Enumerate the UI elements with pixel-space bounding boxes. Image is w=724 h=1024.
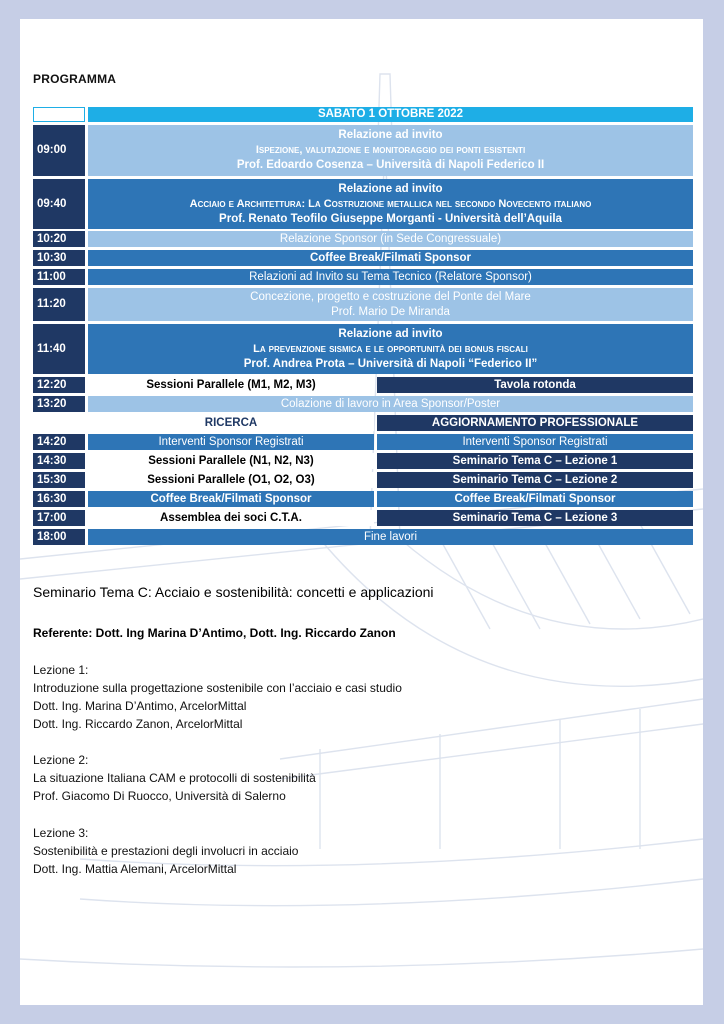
lesson-label: Lezione 2: [33, 753, 89, 767]
session-1800: Fine lavori [88, 529, 693, 545]
time-1630: 16:30 [33, 491, 85, 507]
lesson-2 [33, 751, 316, 805]
day-header-blank [33, 107, 85, 122]
day-header: SABATO 1 OTTOBRE 2022 [88, 107, 693, 122]
seminar-title: Seminario Tema C: Acciaio e sostenibilità: concetti e applicazioni [33, 584, 434, 600]
time-1220: 12:20 [33, 377, 85, 393]
time-0900: 09:00 [33, 125, 85, 176]
lesson-topic: Sostenibilità e prestazioni degli involucri in acciaio [33, 844, 299, 858]
lesson-speaker: Dott. Ing. Marina D’Antimo, ArcelorMittal [33, 699, 247, 713]
time-1030: 10:30 [33, 250, 85, 266]
session-1700-right: Seminario Tema C – Lezione 3 [377, 510, 693, 526]
seminar-referente: Referente: Dott. Ing Marina D’Antimo, Dott. Ing. Riccardo Zanon [33, 626, 396, 640]
session-topic: Acciaio e Architettura: La Costruzione metallica nel secondo Novecento italiano [189, 197, 592, 210]
session-1420-left: Interventi Sponsor Registrati [88, 434, 374, 450]
time-1420: 14:20 [33, 434, 85, 450]
session-speaker: Prof. Renato Teofilo Giuseppe Morganti - Università dell’Aquila [219, 212, 562, 225]
time-1530: 15:30 [33, 472, 85, 488]
lesson-1 [33, 661, 402, 733]
lesson-topic: La situazione Italiana CAM e protocolli di sostenibilità [33, 771, 316, 785]
session-1030: Coffee Break/Filmati Sponsor [88, 250, 693, 266]
session-1530-right: Seminario Tema C – Lezione 2 [377, 472, 693, 488]
session-1100: Relazioni ad Invito su Tema Tecnico (Relatore Sponsor) [88, 269, 693, 285]
session-type: Relazione ad invito [338, 129, 443, 141]
track-aggiornamento: AGGIORNAMENTO PROFESSIONALE [377, 415, 693, 431]
session-speaker: Prof. Andrea Prota – Università di Napoli “Federico II” [243, 357, 538, 370]
session-1220-right: Tavola rotonda [377, 377, 693, 393]
time-0940: 09:40 [33, 179, 85, 229]
time-1020: 10:20 [33, 231, 85, 247]
time-1700: 17:00 [33, 510, 85, 526]
session-1530-left: Sessioni Parallele (O1, O2, O3) [88, 472, 374, 488]
time-1120: 11:20 [33, 288, 85, 321]
lesson-label: Lezione 3: [33, 826, 89, 840]
session-1430-left: Sessioni Parallele (N1, N2, N3) [88, 453, 374, 469]
time-1320: 13:20 [33, 396, 85, 412]
session-speaker: Prof. Mario De Miranda [331, 305, 450, 318]
time-1800: 18:00 [33, 529, 85, 545]
session-0900 [88, 125, 693, 176]
track-ricerca: RICERCA [88, 415, 374, 431]
session-1140 [88, 324, 693, 374]
time-1430: 14:30 [33, 453, 85, 469]
session-topic: Ispezione, valutazione e monitoraggio dei ponti esistenti [255, 144, 526, 156]
lesson-speaker: Dott. Ing. Mattia Alemani, ArcelorMittal [33, 862, 237, 876]
time-1100: 11:00 [33, 269, 85, 285]
lesson-speaker: Dott. Ing. Riccardo Zanon, ArcelorMittal [33, 717, 243, 731]
session-1120 [88, 288, 693, 321]
session-1420-right: Interventi Sponsor Registrati [377, 434, 693, 450]
session-1630-left: Coffee Break/Filmati Sponsor [88, 491, 374, 507]
session-type: Relazione ad invito [338, 327, 443, 340]
session-type: Relazione ad invito [338, 182, 443, 195]
session-1320: Colazione di lavoro in Area Sponsor/Poster [88, 396, 693, 412]
session-1220-left: Sessioni Parallele (M1, M2, M3) [88, 377, 374, 393]
programme-page [20, 19, 703, 1005]
session-1630-right: Coffee Break/Filmati Sponsor [377, 491, 693, 507]
session-1430-right: Seminario Tema C – Lezione 1 [377, 453, 693, 469]
lesson-topic: Introduzione sulla progettazione sostenibile con l’acciaio e casi studio [33, 681, 402, 695]
tracks-blank [33, 415, 85, 431]
time-1140: 11:40 [33, 324, 85, 374]
session-1020: Relazione Sponsor (in Sede Congressuale) [88, 231, 693, 247]
session-speaker: Prof. Edoardo Cosenza – Università di Napoli Federico II [236, 159, 545, 171]
session-topic: Concezione, progetto e costruzione del Ponte del Mare [250, 290, 531, 303]
lesson-speaker: Prof. Giacomo Di Ruocco, Università di Salerno [33, 789, 286, 803]
page-title: PROGRAMMA [33, 72, 117, 86]
session-1700-left: Assemblea dei soci C.T.A. [88, 510, 374, 526]
session-0940 [88, 179, 693, 229]
lesson-3 [33, 824, 298, 878]
session-topic: La prevenzione sismica e le opportunità dei bonus fiscali [253, 342, 528, 355]
lesson-label: Lezione 1: [33, 663, 89, 677]
